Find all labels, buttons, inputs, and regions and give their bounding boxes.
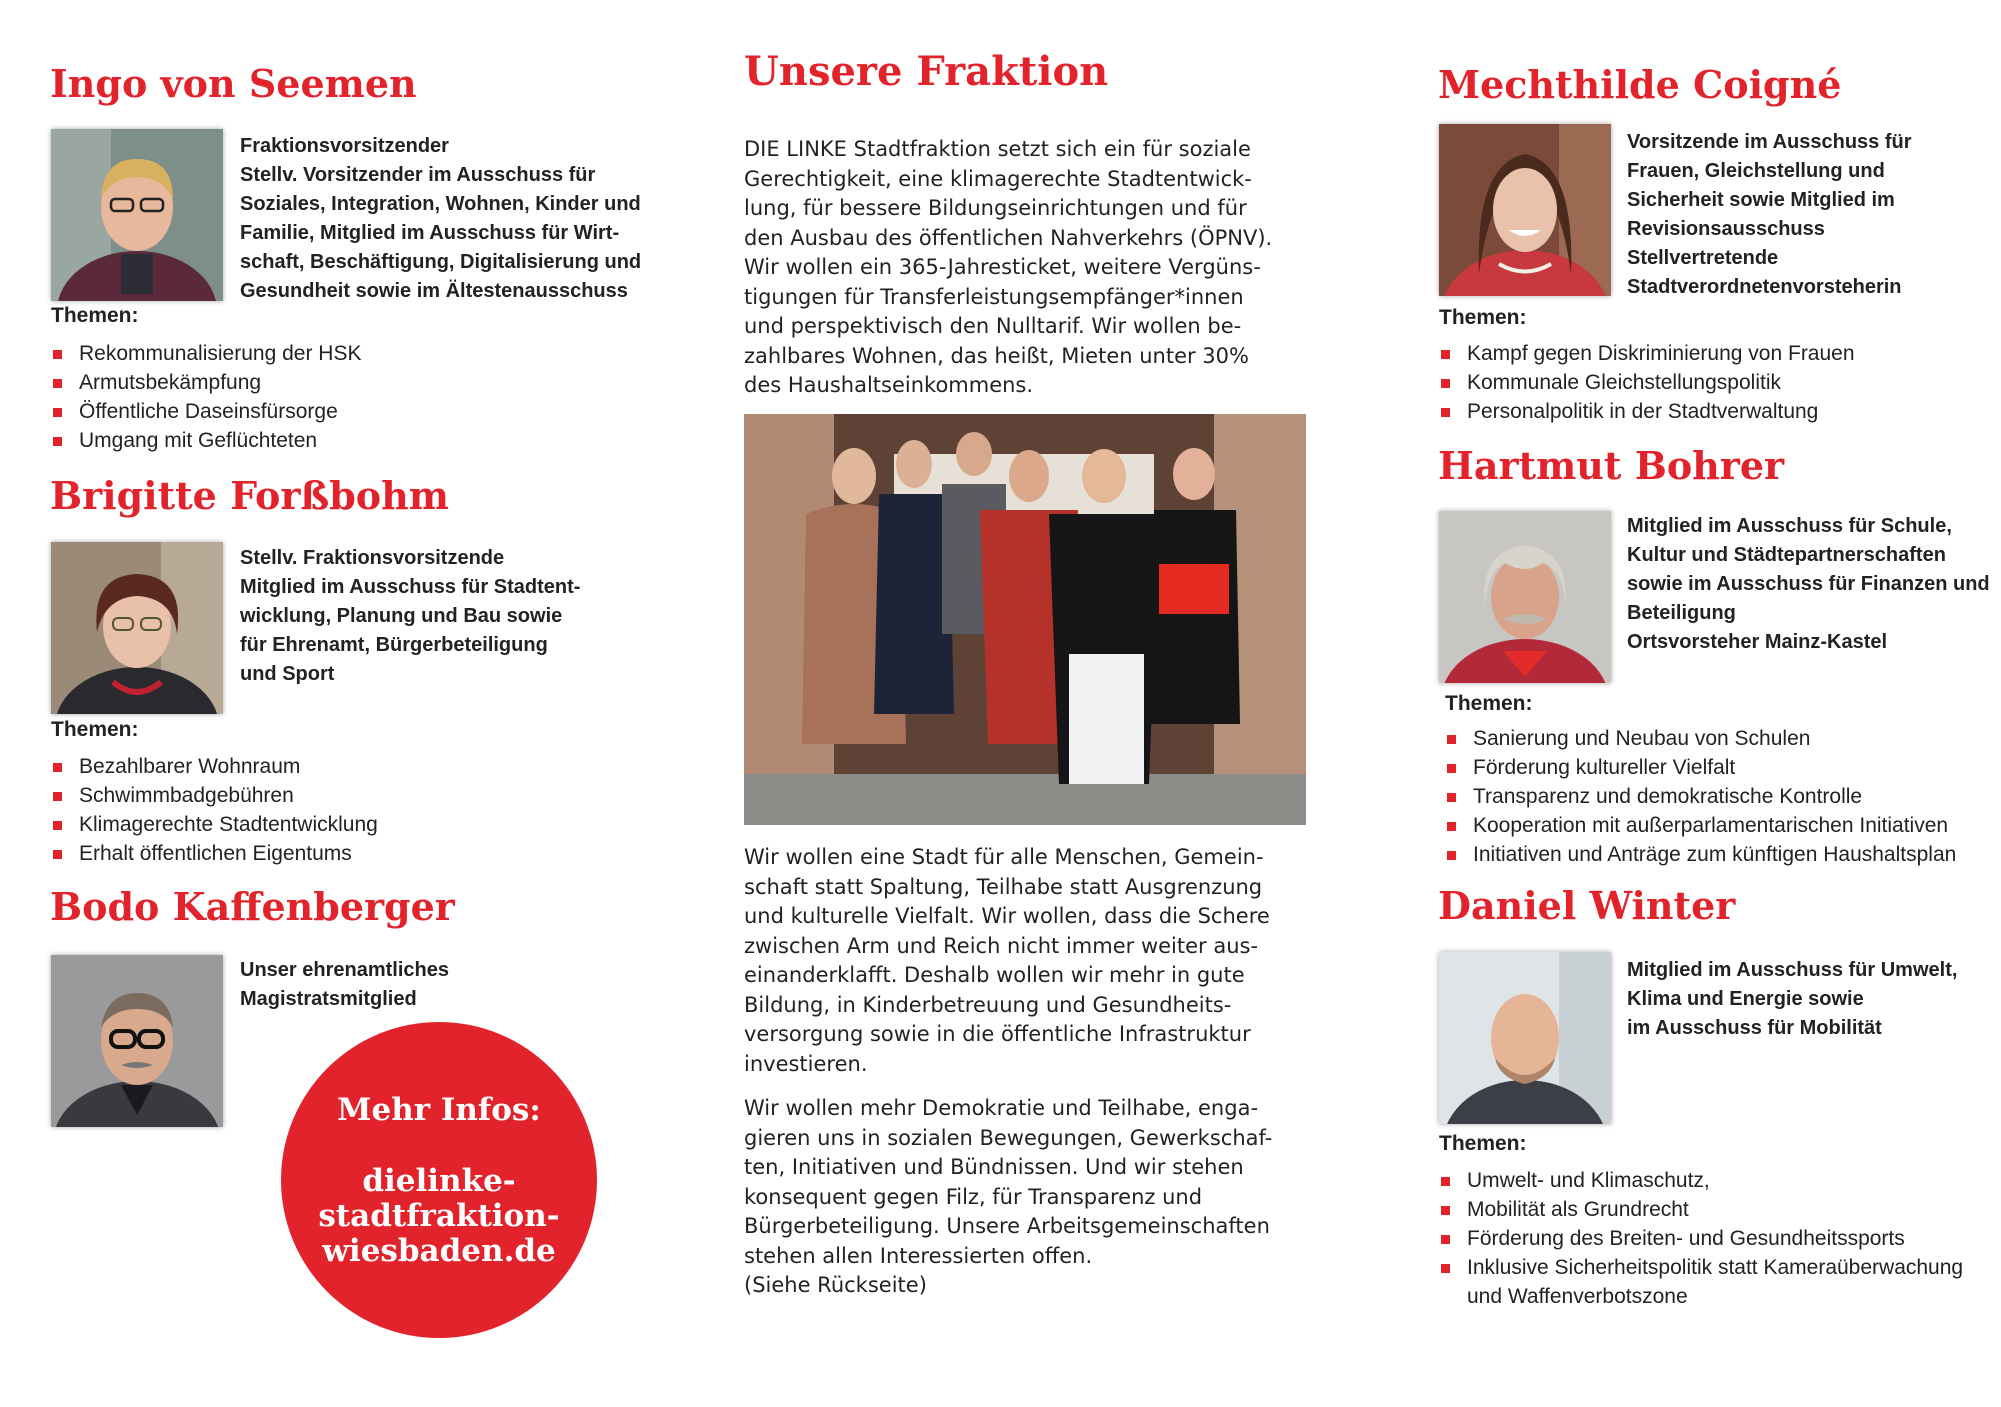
role-bodo: Unser ehrenamtliches Magistratsmitglied <box>240 959 449 1010</box>
list-item: Kommunale Gleichstellungspolitik <box>1439 368 1855 397</box>
list-item: Öffentliche Daseinsfürsorge <box>51 397 361 426</box>
role-brigitte: Stellv. Fraktionsvorsitzende Mitglied im Ausschuss für Stadtent- wicklung, Planung und Bau sowie für Ehrenamt, Bürgerbeteiligung und Sport <box>240 547 581 685</box>
list-item: Armutsbekämpfung <box>51 368 361 397</box>
list-item-continuation: und Waffenverbotszone <box>1467 1285 1688 1308</box>
themes-list-hartmut <box>1445 724 1956 869</box>
themes-label-hartmut: Themen: <box>1445 692 1533 715</box>
democracy-paragraph: Wir wollen mehr Demokratie und Teilhabe, enga- gieren uns in sozialen Bewegungen, Gewerkschaf- ten, Initiativen und Bündnissen. Und wir stehen konsequent gegen Filz, für Transparenz und Bürgerbeteiligung. Unsere Arbeitsgemeinschaften stehen allen Interessierten offen. (Siehe Rückseite) <box>744 1096 1273 1297</box>
list-item: Kampf gegen Diskriminierung von Frauen <box>1439 339 1855 368</box>
more-info-badge <box>281 1022 597 1338</box>
list-item: Förderung kultureller Vielfalt <box>1445 753 1956 782</box>
portrait-mechthilde <box>1439 124 1611 296</box>
member-name-bodo: Bodo Kaffenberger <box>50 884 455 929</box>
member-name-mechthilde: Mechthilde Coigné <box>1438 62 1842 107</box>
role-daniel: Mitglied im Ausschuss für Umwelt, Klima und Energie sowie im Ausschuss für Mobilität <box>1627 959 1958 1039</box>
list-item: Umgang mit Geflüchteten <box>51 426 361 455</box>
member-name-daniel: Daniel Winter <box>1438 883 1736 928</box>
list-item: Umwelt- und Klimaschutz, <box>1439 1166 1963 1195</box>
list-item: Förderung des Breiten- und Gesundheitssports <box>1439 1224 1963 1253</box>
list-item: Initiativen und Anträge zum künftigen Haushaltsplan <box>1445 840 1956 869</box>
list-item: Klimagerechte Stadtentwicklung <box>51 810 378 839</box>
list-item: Rekommunalisierung der HSK <box>51 339 361 368</box>
list-item: Kooperation mit außerparlamentarischen Initiativen <box>1445 811 1956 840</box>
role-mechthilde: Vorsitzende im Ausschuss für Frauen, Gleichstellung und Sicherheit sowie Mitglied im Revisionsausschuss Stellvertretende Stadtverordnetenvorsteherin <box>1627 131 1912 298</box>
role-hartmut: Mitglied im Ausschuss für Schule, Kultur und Städtepartnerschaften sowie im Ausschuss für Finanzen und Beteiligung Ortsvorsteher Mainz-Kastel <box>1627 515 1990 653</box>
themes-label-daniel: Themen: <box>1439 1132 1527 1155</box>
page-title: Unsere Fraktion <box>744 48 1109 95</box>
portrait-daniel <box>1439 952 1611 1124</box>
member-name-hartmut: Hartmut Bohrer <box>1438 443 1785 488</box>
themes-label-ingo: Themen: <box>51 304 139 327</box>
themes-list-daniel <box>1439 1166 1963 1311</box>
list-item: Mobilität als Grundrecht <box>1439 1195 1963 1224</box>
themes-list-brigitte <box>51 752 378 868</box>
list-item: Bezahlbarer Wohnraum <box>51 752 378 781</box>
list-item: Transparenz und demokratische Kontrolle <box>1445 782 1956 811</box>
portrait-bodo <box>51 955 223 1127</box>
member-name-ingo: Ingo von Seemen <box>50 61 417 106</box>
member-name-brigitte: Brigitte Forßbohm <box>50 473 449 518</box>
portrait-ingo <box>51 129 223 301</box>
portrait-hartmut <box>1439 511 1611 683</box>
list-item: Schwimmbadgebühren <box>51 781 378 810</box>
themes-label-brigitte: Themen: <box>51 718 139 741</box>
more-info-url[interactable]: dielinke- stadtfraktion- wiesbaden.de <box>318 1163 560 1269</box>
list-item: Inklusive Sicherheitspolitik statt Kameraüberwachung <box>1439 1253 1963 1282</box>
themes-list-mechthilde <box>1439 339 1855 426</box>
group-photo <box>744 414 1306 825</box>
list-item: Erhalt öffentlichen Eigentums <box>51 839 378 868</box>
intro-paragraph: DIE LINKE Stadtfraktion setzt sich ein für soziale Gerechtigkeit, eine klimagerechte Stadtentwick- lung, für bessere Bildungseinrichtungen und für den Ausbau des öffentlichen Nahverkehrs (ÖPNV). Wir wollen ein 365-Jahresticket, weitere Vergüns- tigungen für Transferleistungsempfänger*innen und perspektivisch den Nulltarif. Wir wollen be- zahlbares Wohnen, das heißt, Mieten unter 30% des Haushaltseinkommens. <box>744 137 1273 397</box>
themes-list-ingo <box>51 339 361 455</box>
vision-paragraph: Wir wollen eine Stadt für alle Menschen, Gemein- schaft statt Spaltung, Teilhabe statt Ausgrenzung und kulturelle Vielfalt. Wir wollen, dass die Schere zwischen Arm und Reich nicht immer weiter aus- einanderklafft. Deshalb wollen wir mehr in gute Bildung, in Kinderbetreuung und Gesundheits- versorgung sowie in die öffentliche Infrastruktur investieren. <box>744 845 1270 1076</box>
themes-label-mechthilde: Themen: <box>1439 306 1527 329</box>
more-info-title: Mehr Infos: <box>337 1092 541 1128</box>
role-ingo: Fraktionsvorsitzender Stellv. Vorsitzender im Ausschuss für Soziales, Integration, Wohnen, Kinder und Familie, Mitglied im Ausschuss für Wirt- schaft, Beschäftigung, Digitalisierung und Gesundheit sowie im Ältestenausschuss <box>240 135 642 302</box>
list-item: Personalpolitik in der Stadtverwaltung <box>1439 397 1855 426</box>
list-item: Sanierung und Neubau von Schulen <box>1445 724 1956 753</box>
portrait-brigitte <box>51 542 223 714</box>
